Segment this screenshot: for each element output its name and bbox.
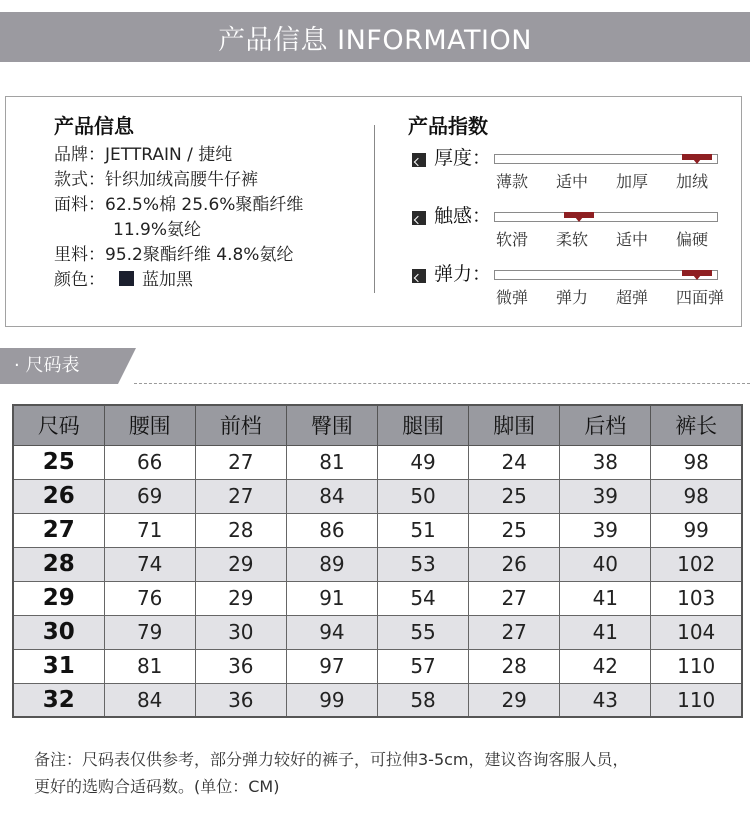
measure-cell: 24: [469, 445, 560, 479]
thickness-scale-bar: [494, 154, 718, 164]
lining-label: 里料：: [54, 245, 105, 265]
measure-cell: 28: [195, 513, 286, 547]
measure-cell: 99: [286, 683, 377, 717]
measure-cell: 79: [104, 615, 195, 649]
color-label: 颜色：: [54, 270, 105, 290]
product-index-section: [408, 109, 738, 317]
fabric-value: 62.5%棉 25.6%聚酯纤维: [105, 195, 304, 215]
touch-option: 适中: [616, 230, 649, 249]
color-line: [54, 268, 374, 293]
size-note: [34, 746, 740, 800]
table-row: [13, 581, 742, 615]
thickness-option: 加绒: [676, 172, 709, 191]
measure-cell: 49: [378, 445, 469, 479]
table-row: [13, 615, 742, 649]
measure-cell: 29: [195, 547, 286, 581]
thickness-option: 适中: [556, 172, 589, 191]
thickness-level-marker: [682, 154, 712, 160]
style-label: 款式：: [54, 170, 105, 190]
measure-cell: 81: [286, 445, 377, 479]
measure-cell: 99: [651, 513, 742, 547]
measure-cell: 43: [560, 683, 651, 717]
table-row: [13, 649, 742, 683]
measure-cell: 27: [195, 479, 286, 513]
touch-option: 软滑: [496, 230, 529, 249]
size-cell: 25: [13, 445, 104, 479]
fabric-line: [54, 193, 374, 218]
measure-cell: 25: [469, 513, 560, 547]
size-chart-tag-label: · 尺码表: [14, 355, 80, 376]
measure-cell: 42: [560, 649, 651, 683]
elasticity-option: 弹力: [556, 288, 589, 307]
note-line-2: 更好的选购合适码数。(单位：CM): [34, 777, 280, 796]
elasticity-level-marker: [682, 270, 712, 276]
measure-cell: 84: [286, 479, 377, 513]
measure-cell: 66: [104, 445, 195, 479]
thickness-option: 薄款: [496, 172, 529, 191]
column-header: 前档: [195, 405, 286, 445]
color-swatch: [119, 271, 134, 286]
elasticity-option: 四面弹: [676, 288, 725, 307]
fabric-label: 面料：: [54, 195, 105, 215]
product-info-section: [54, 109, 374, 293]
measure-cell: 36: [195, 683, 286, 717]
thickness-label: 厚度：: [434, 147, 492, 169]
measure-cell: 98: [651, 479, 742, 513]
note-line-1: 备注：尺码表仅供参考，部分弹力较好的裤子，可拉伸3-5cm，建议咨询客服人员，: [34, 750, 629, 769]
measure-cell: 29: [195, 581, 286, 615]
color-value: 蓝加黑: [142, 270, 193, 290]
measure-cell: 41: [560, 581, 651, 615]
measure-cell: 54: [378, 581, 469, 615]
check-box-icon: [412, 211, 426, 225]
elasticity-label: 弹力：: [434, 263, 492, 285]
measure-cell: 89: [286, 547, 377, 581]
measure-cell: 41: [560, 615, 651, 649]
thickness-option: 加厚: [616, 172, 649, 191]
size-cell: 26: [13, 479, 104, 513]
column-header: 臀围: [286, 405, 377, 445]
product-index-heading: 产品指数: [408, 114, 488, 138]
brand-line: [54, 143, 374, 168]
brand-label: 品牌：: [54, 145, 105, 165]
size-cell: 30: [13, 615, 104, 649]
column-header: 脚围: [469, 405, 560, 445]
measure-cell: 76: [104, 581, 195, 615]
measure-cell: 30: [195, 615, 286, 649]
measure-cell: 36: [195, 649, 286, 683]
table-row: [13, 513, 742, 547]
column-header: 腿围: [378, 405, 469, 445]
measure-cell: 26: [469, 547, 560, 581]
measure-cell: 102: [651, 547, 742, 581]
elasticity-index-row: [408, 259, 738, 317]
info-banner: [0, 12, 750, 62]
size-chart-dash-line: [134, 383, 750, 384]
product-info-panel: [5, 96, 742, 327]
fabric-line-2: [54, 218, 374, 243]
size-cell: 32: [13, 683, 104, 717]
lining-line: [54, 243, 374, 268]
touch-index-row: [408, 201, 738, 259]
thickness-options: [496, 169, 736, 193]
measure-cell: 98: [651, 445, 742, 479]
measure-cell: 110: [651, 649, 742, 683]
measure-cell: 27: [195, 445, 286, 479]
measure-cell: 86: [286, 513, 377, 547]
table-row: [13, 479, 742, 513]
measure-cell: 38: [560, 445, 651, 479]
size-cell: 27: [13, 513, 104, 547]
measure-cell: 25: [469, 479, 560, 513]
measure-cell: 103: [651, 581, 742, 615]
size-cell: 31: [13, 649, 104, 683]
column-header: 后档: [560, 405, 651, 445]
panel-divider: [374, 125, 375, 293]
size-cell: 28: [13, 547, 104, 581]
style-value: 针织加绒高腰牛仔裤: [105, 170, 258, 190]
touch-option: 偏硬: [676, 230, 709, 249]
size-table-header: [13, 405, 742, 445]
measure-cell: 55: [378, 615, 469, 649]
measure-cell: 69: [104, 479, 195, 513]
product-info-heading: 产品信息: [54, 114, 134, 138]
table-row: [13, 683, 742, 717]
elasticity-scale-bar: [494, 270, 718, 280]
measure-cell: 53: [378, 547, 469, 581]
size-table: [12, 404, 743, 718]
touch-scale-bar: [494, 212, 718, 222]
touch-option: 柔软: [556, 230, 589, 249]
measure-cell: 40: [560, 547, 651, 581]
measure-cell: 58: [378, 683, 469, 717]
elasticity-option: 超弹: [616, 288, 649, 307]
elasticity-options: [496, 285, 736, 309]
measure-cell: 104: [651, 615, 742, 649]
measure-cell: 74: [104, 547, 195, 581]
measure-cell: 91: [286, 581, 377, 615]
measure-cell: 110: [651, 683, 742, 717]
touch-label: 触感：: [434, 205, 492, 227]
measure-cell: 27: [469, 615, 560, 649]
fabric-value-2: 11.9%氨纶: [113, 220, 202, 240]
measure-cell: 39: [560, 513, 651, 547]
brand-value: JETTRAIN / 捷纯: [105, 145, 233, 165]
column-header: 裤长: [651, 405, 742, 445]
measure-cell: 29: [469, 683, 560, 717]
measure-cell: 50: [378, 479, 469, 513]
touch-level-marker: [564, 212, 594, 218]
table-row: [13, 547, 742, 581]
measure-cell: 71: [104, 513, 195, 547]
column-header: 尺码: [13, 405, 104, 445]
check-box-icon: [412, 269, 426, 283]
column-header: 腰围: [104, 405, 195, 445]
measure-cell: 39: [560, 479, 651, 513]
size-cell: 29: [13, 581, 104, 615]
measure-cell: 97: [286, 649, 377, 683]
measure-cell: 81: [104, 649, 195, 683]
measure-cell: 27: [469, 581, 560, 615]
style-line: [54, 168, 374, 193]
measure-cell: 51: [378, 513, 469, 547]
check-box-icon: [412, 153, 426, 167]
elasticity-option: 微弹: [496, 288, 529, 307]
thickness-index-row: [408, 143, 738, 201]
measure-cell: 94: [286, 615, 377, 649]
touch-options: [496, 227, 736, 251]
measure-cell: 84: [104, 683, 195, 717]
table-row: [13, 445, 742, 479]
measure-cell: 57: [378, 649, 469, 683]
lining-value: 95.2聚酯纤维 4.8%氨纶: [105, 245, 294, 265]
banner-title: 产品信息 INFORMATION: [218, 24, 532, 56]
size-chart-tag: [0, 348, 118, 384]
measure-cell: 28: [469, 649, 560, 683]
